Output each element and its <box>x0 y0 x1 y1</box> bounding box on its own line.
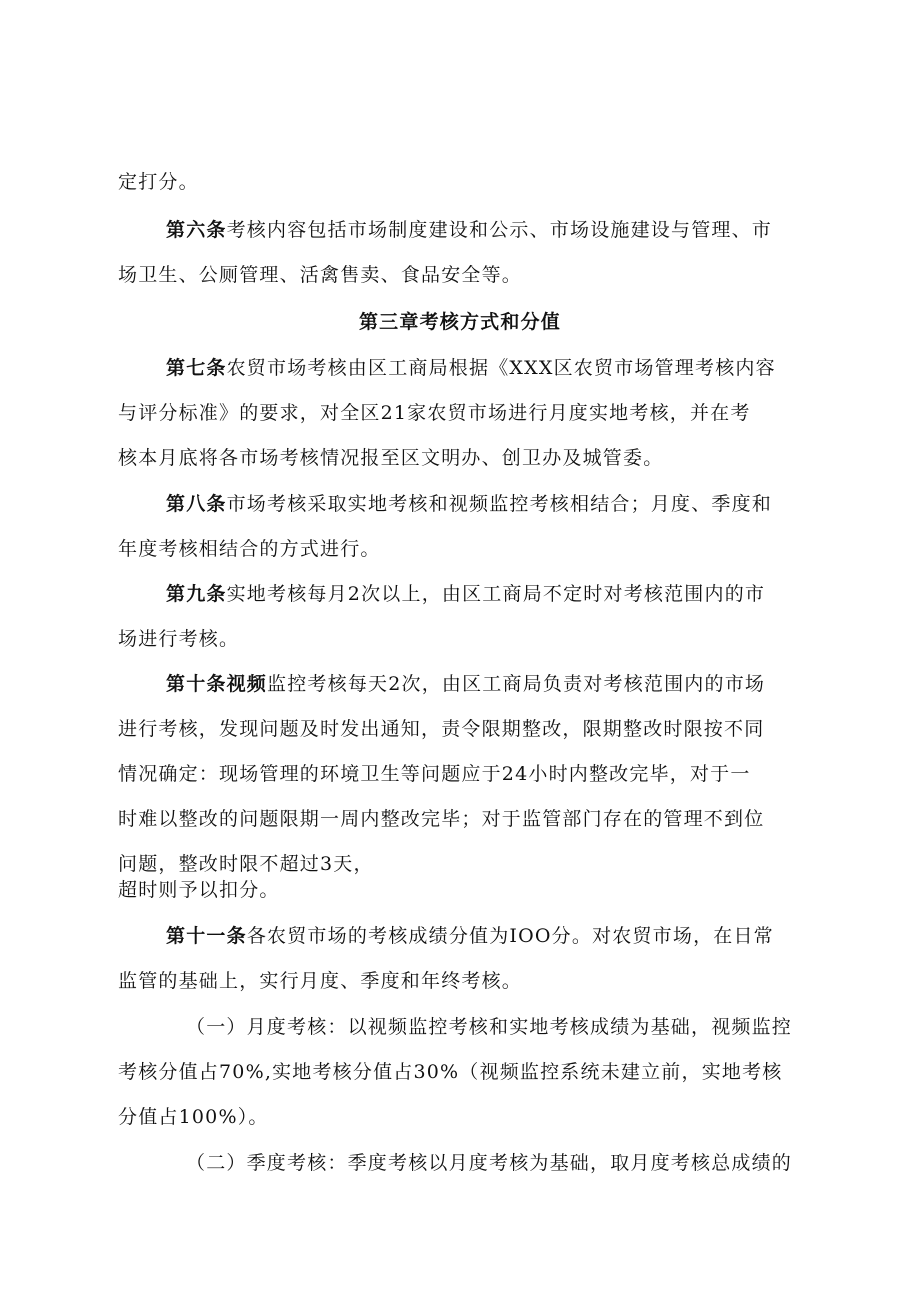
article-10-line-1 <box>166 672 765 696</box>
article-7-text: 农贸市场考核由区工商局根据《XXX区农贸市场管理考核内容 <box>226 357 776 379</box>
article-7-line-1 <box>166 356 776 380</box>
article-11-line-1 <box>166 924 774 948</box>
article-8-line-1 <box>166 492 772 516</box>
article-10-line-5: 问题，整改时限不超过3天， <box>118 853 374 875</box>
article-10-line-4: 时难以整改的问题限期一周内整改完毕；对于监管部门存在的管理不到位 <box>118 808 765 830</box>
article-11-text: 各农贸市场的考核成绩分值为IOO分。对农贸市场，在日常 <box>246 925 774 947</box>
article-9-line-2: 场进行考核。 <box>118 628 240 650</box>
article-8-heading: 第八条 <box>166 493 227 515</box>
article-8-line-2: 年度考核相结合的方式进行。 <box>118 538 381 560</box>
item-1-line-2: 考核分值占70%,实地考核分值占30%（视频监控系统未建立前，实地考核 <box>118 1061 783 1083</box>
article-11-line-2: 监管的基础上，实行月度、季度和年终考核。 <box>118 970 523 992</box>
article-8-text: 市场考核采取实地考核和视频监控考核相结合；月度、季度和 <box>226 493 773 515</box>
article-11-heading: 第十一条 <box>166 925 247 947</box>
article-10-line-2: 进行考核，发现问题及时发出通知，责令限期整改，限期整改时限按不同 <box>118 718 765 740</box>
article-6-line-2: 场卫生、公厕管理、活禽售卖、食品安全等。 <box>118 264 523 286</box>
item-2-line-1: （二）季度考核：季度考核以月度考核为基础，取月度考核总成绩的 <box>186 1152 793 1174</box>
article-10-text: 监控考核每天2次，由区工商局负责对考核范围内的市场 <box>267 673 766 695</box>
article-10-line-3: 情况确定：现场管理的环境卫生等问题应于24小时内整改完毕，对于一 <box>118 763 751 785</box>
article-9-heading: 第九条 <box>166 583 227 605</box>
article-7-line-3: 核本月底将各市场考核情况报至区文明办、创卫办及城管委。 <box>118 447 664 469</box>
article-6-text: 考核内容包括市场制度建设和公示、市场设施建设与管理、市 <box>226 219 773 241</box>
article-10-heading: 第十条视频 <box>166 673 268 695</box>
item-1-line-1: （一）月度考核：以视频监控考核和实地考核成绩为基础，视频监控 <box>186 1016 793 1038</box>
article-9-line-1 <box>166 582 765 606</box>
article-7-line-2: 与评分标准》的要求，对全区21家农贸市场进行月度实地考核，并在考 <box>118 402 751 424</box>
item-1-line-3: 分值占100%）。 <box>118 1106 269 1128</box>
article-7-heading: 第七条 <box>166 357 227 379</box>
article-9-text: 实地考核每月2次以上，由区工商局不定时对考核范围内的市 <box>226 583 766 605</box>
article-6-line-1 <box>166 218 772 242</box>
text-line: 定打分。 <box>118 171 199 193</box>
article-6-heading: 第六条 <box>166 219 227 241</box>
article-10-line-6: 超时则予以扣分。 <box>118 879 280 901</box>
chapter-3-heading: 第三章考核方式和分值 <box>358 311 561 333</box>
